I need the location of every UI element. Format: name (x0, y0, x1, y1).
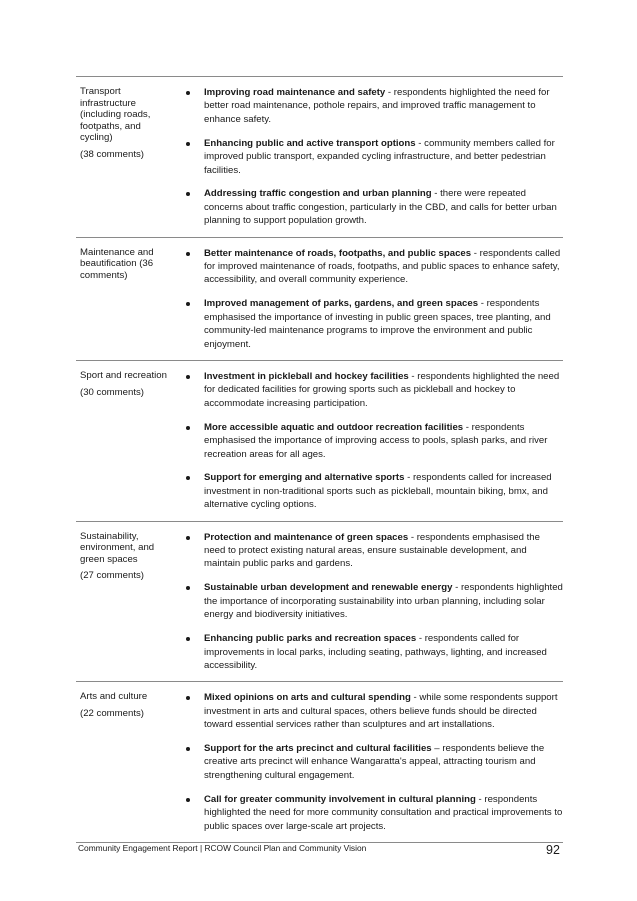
item-text: respondents believe the creative arts precinct will enhance Wangaratta's appeal, attracting tourism and strengthening cultural engagement. (204, 743, 545, 781)
item-separator: - (475, 793, 485, 805)
topic-name: Arts and culture (80, 691, 148, 703)
table-row (76, 361, 563, 522)
item-text: respondents called for increased investment in non-traditional sports such as pickleball, mountain biking, bmx, and alternative cycling options. (204, 472, 552, 511)
topic-name: Sport and recreation (80, 370, 167, 381)
item-title: Protection and maintenance of green spaces (204, 531, 409, 543)
item-title: Enhancing public parks and recreation spaces (204, 633, 417, 645)
item-title: More accessible aquatic and outdoor recreation facilities (204, 421, 464, 433)
item-separator: - (408, 371, 418, 382)
topic-cell (76, 370, 174, 512)
list-item (184, 421, 563, 461)
list-item (184, 581, 563, 621)
item-separator: - (408, 531, 417, 543)
comment-count: (22 comments) (80, 707, 144, 719)
bullet-list (174, 86, 563, 228)
item-title: Support for emerging and alternative sports (204, 472, 405, 484)
bullet-list (174, 691, 563, 833)
bullet-list (174, 247, 563, 351)
page-number: 92 (546, 843, 560, 857)
table-row (76, 682, 563, 843)
table-row (76, 77, 563, 238)
item-title: Investment in pickleball and hockey facilities (204, 371, 409, 382)
list-item (184, 247, 563, 287)
list-item (184, 691, 563, 731)
topic-cell (76, 691, 174, 833)
item-title: Mixed opinions on arts and cultural spending (204, 692, 411, 704)
list-item (184, 793, 563, 833)
item-separator: - (404, 472, 413, 484)
table-row (76, 522, 563, 683)
item-separator: – (431, 743, 443, 755)
item-title: Sustainable urban development and renewable energy (204, 582, 453, 594)
item-separator: - (452, 582, 461, 594)
item-title: Call for greater community involvement in cultural planning (204, 793, 476, 805)
table-row (76, 238, 563, 361)
item-text: while some respondents support investment in arts and cultural spaces, others believe funds should be directed toward essential services rather than sculptures and art installations. (204, 692, 558, 731)
item-separator: - (478, 298, 487, 310)
list-item (184, 86, 563, 126)
item-title: Addressing traffic congestion and urban planning (204, 188, 432, 200)
item-title: Improved management of parks, gardens, and green spaces (204, 298, 479, 310)
item-title: Improving road maintenance and safety (204, 87, 386, 98)
comment-count: (27 comments) (80, 570, 144, 582)
item-separator: - (471, 247, 480, 259)
item-separator: - (463, 421, 472, 433)
item-text: respondents called for improvements in local parks, including seating, pathways, lighting, and increased accessibility. (204, 633, 547, 671)
list-item (184, 632, 563, 672)
list-item (184, 187, 563, 227)
list-item (184, 137, 563, 177)
page-footer: Community Engagement Report | RCOW Council Plan and Community Vision (78, 843, 367, 853)
topic-name: Maintenance and beautification (36 comments) (80, 246, 154, 281)
item-title: Enhancing public and active transport options (204, 137, 416, 149)
list-item (184, 471, 563, 511)
topic-cell (76, 247, 174, 351)
item-text: respondents highlighted the need for dedicated facilities for growing sports such as pickleball and hockey to accommodate increasing participation. (204, 371, 560, 409)
item-separator: - (415, 137, 425, 149)
item-title: Support for the arts precinct and cultural facilities (204, 743, 432, 755)
item-text: respondents emphasised the importance of investing in public green spaces, tree planting, and community-led maintenance programs to improve the environment and public enjoyment. (204, 298, 551, 350)
bullet-list (174, 370, 563, 512)
item-separator: - (385, 87, 394, 98)
themes-table (76, 76, 563, 843)
item-text: respondents emphasised the need to protect existing natural areas, ensure sustainable development, and maintain public parks and gardens. (204, 531, 540, 570)
item-text: respondents highlighted the need for more community consultation and practical improvements to public spaces over large-scale art projects. (204, 793, 563, 832)
item-text: respondents highlighted the importance of incorporating sustainability into urban planning, including solar energy and biodiversity initiatives. (204, 582, 563, 621)
item-text: there were repeated concerns about traffic congestion, particularly in the CBD, and calls for better urban planning to support population growth. (204, 188, 557, 227)
item-text: community members called for improved public transport, expanded cycling infrastructure, and better pedestrian facilities. (204, 137, 555, 176)
item-title: Better maintenance of roads, footpaths, and public spaces (204, 247, 472, 259)
item-separator: - (410, 692, 420, 704)
item-text: respondents highlighted the need for better road maintenance, pothole repairs, and improved traffic management to enhance safety. (204, 87, 550, 125)
topic-cell (76, 86, 174, 228)
topic-name: Sustainability, environment, and green spaces (80, 530, 155, 565)
list-item (184, 297, 563, 351)
item-text: respondents called for improved maintenance of roads, footpaths, and public spaces to enhance safety, accessibility, and overall community experience. (204, 247, 561, 286)
list-item (184, 370, 563, 410)
comment-count: (30 comments) (80, 386, 144, 398)
comment-count: (38 comments) (80, 148, 144, 160)
item-separator: - (416, 633, 425, 645)
item-text: respondents emphasised the importance of improving access to pools, splash parks, and river recreation areas for all ages. (204, 421, 548, 460)
topic-cell (76, 531, 174, 673)
list-item (184, 742, 563, 782)
topic-name: Transport infrastructure (including roads, footpaths, and cycling) (80, 86, 151, 144)
list-item (184, 531, 563, 571)
bullet-list (174, 531, 563, 673)
item-separator: - (431, 188, 441, 200)
